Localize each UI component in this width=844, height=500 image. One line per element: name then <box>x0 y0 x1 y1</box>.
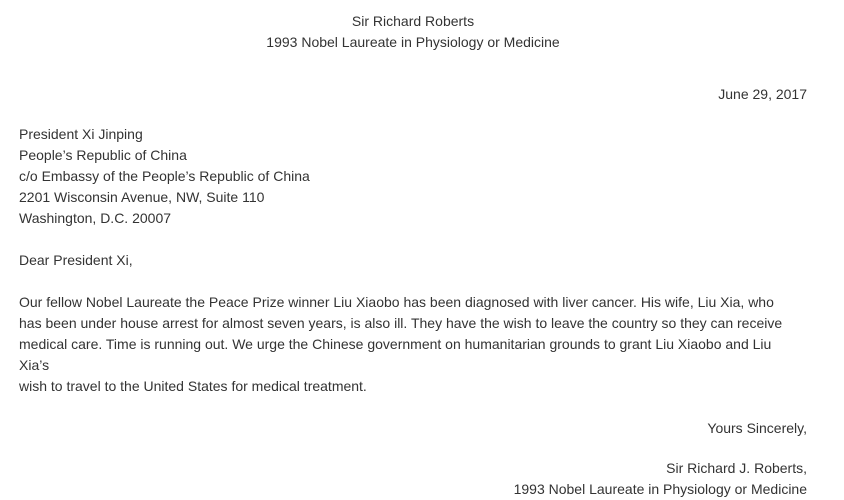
body-line: Xia’s <box>19 357 50 373</box>
address-line: c/o Embassy of the People’s Republic of China <box>19 168 310 184</box>
address-line: Washington, D.C. 20007 <box>19 210 172 226</box>
letterhead-name: Sir Richard Roberts <box>351 13 475 29</box>
salutation: Dear President Xi, <box>19 252 133 268</box>
body-line: Our fellow Nobel Laureate the Peace Prize winner Liu Xiaobo has been diagnosed with liver cancer. His wife, Liu Xia, who <box>19 294 774 310</box>
body-line: medical care. Time is running out. We urge the Chinese government on humanitarian grounds to grant Liu Xiaobo and Liu <box>19 336 772 352</box>
letterhead <box>19 11 807 53</box>
address-line: People’s Republic of China <box>19 147 187 163</box>
recipient-address <box>19 124 807 229</box>
body-line: wish to travel to the United States for medical treatment. <box>19 378 367 394</box>
address-line: 2201 Wisconsin Avenue, NW, Suite 110 <box>19 189 265 205</box>
signature-title: 1993 Nobel Laureate in Physiology or Medicine <box>513 481 807 497</box>
closing: Yours Sincerely, <box>707 420 807 436</box>
address-line: President Xi Jinping <box>19 126 143 142</box>
letter-date: June 29, 2017 <box>718 86 807 102</box>
signature-name: Sir Richard J. Roberts, <box>666 460 807 476</box>
letter-body <box>19 292 807 397</box>
letterhead-title: 1993 Nobel Laureate in Physiology or Medicine <box>266 34 560 50</box>
body-line: has been under house arrest for almost seven years, is also ill. They have the wish to leave the country so they can receive <box>19 315 783 331</box>
letter <box>19 11 807 500</box>
